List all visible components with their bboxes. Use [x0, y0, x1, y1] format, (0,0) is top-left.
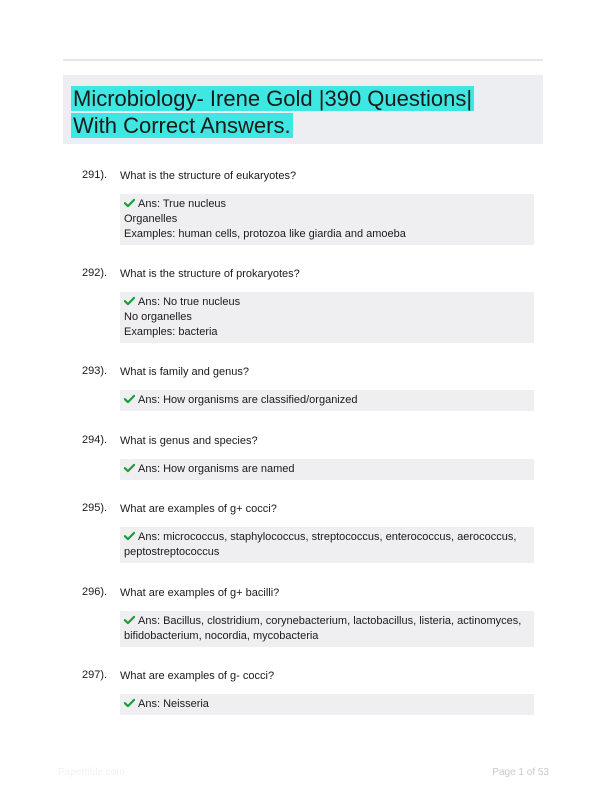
answer-line: Examples: human cells, protozoa like giardia and amoeba: [124, 228, 406, 240]
question-text: What are examples of g+ cocci?: [120, 503, 277, 515]
answer-text: Ans: Bacillus, clostridium, corynebacterium, lactobacillus, listeria, actinomyces, bifidobacterium, nocordia, mycobacteria: [124, 615, 522, 642]
answer-text: Ans: How organisms are named: [138, 463, 295, 475]
check-icon: [124, 615, 135, 625]
answer-line: [124, 614, 530, 644]
answer-text: Ans: No true nucleus: [138, 296, 241, 308]
document-title: [71, 85, 521, 139]
question-text: What are examples of g- cocci?: [120, 670, 275, 682]
question-number: 292).: [82, 267, 108, 279]
page-indicator: Page 1 of 53: [492, 767, 549, 778]
answer-text: Ans: True nucleus: [138, 198, 227, 210]
check-icon: [124, 394, 135, 404]
answer-box: [120, 390, 534, 411]
answer-text: Ans: Neisseria: [138, 698, 209, 710]
document-title-highlight: Microbiology- Irene Gold |390 Questions| With Correct Answers.: [73, 86, 473, 138]
question-text: What is the structure of prokaryotes?: [120, 268, 300, 280]
answer-text: Ans: micrococcus, staphylococcus, streptococcus, enterococcus, aerococcus, peptostreptococcus: [124, 531, 517, 558]
check-icon: [124, 698, 135, 708]
check-icon: [124, 296, 135, 306]
answer-line: [124, 697, 530, 712]
question-number: 296).: [82, 586, 108, 598]
answer-line: [124, 462, 530, 477]
answer-line: Examples: bacteria: [124, 326, 218, 338]
answer-line: [124, 393, 530, 408]
question-number: 295).: [82, 502, 108, 514]
check-icon: [124, 198, 135, 208]
answer-line: No organelles: [124, 311, 192, 323]
question-text: What are examples of g+ bacilli?: [120, 587, 280, 599]
answer-text: Ans: How organisms are classified/organized: [138, 394, 358, 406]
question-text: What is family and genus?: [120, 366, 250, 378]
answer-box: [120, 292, 534, 343]
answer-box: [120, 194, 534, 245]
answer-line: [124, 197, 530, 212]
answer-line: [124, 295, 530, 310]
answer-box: [120, 694, 534, 715]
question-number: 291).: [82, 169, 108, 181]
top-divider: [63, 59, 543, 61]
question-text: What is genus and species?: [120, 435, 258, 447]
check-icon: [124, 531, 135, 541]
footer-watermark: Papertible.com: [58, 767, 125, 778]
answer-box: [120, 611, 534, 647]
answer-box: [120, 459, 534, 480]
answer-line: [124, 530, 530, 560]
question-number: 294).: [82, 434, 108, 446]
check-icon: [124, 463, 135, 473]
question-number: 293).: [82, 365, 108, 377]
question-number: 297).: [82, 669, 108, 681]
question-text: What is the structure of eukaryotes?: [120, 170, 297, 182]
answer-line: Organelles: [124, 213, 178, 225]
answer-box: [120, 527, 534, 563]
